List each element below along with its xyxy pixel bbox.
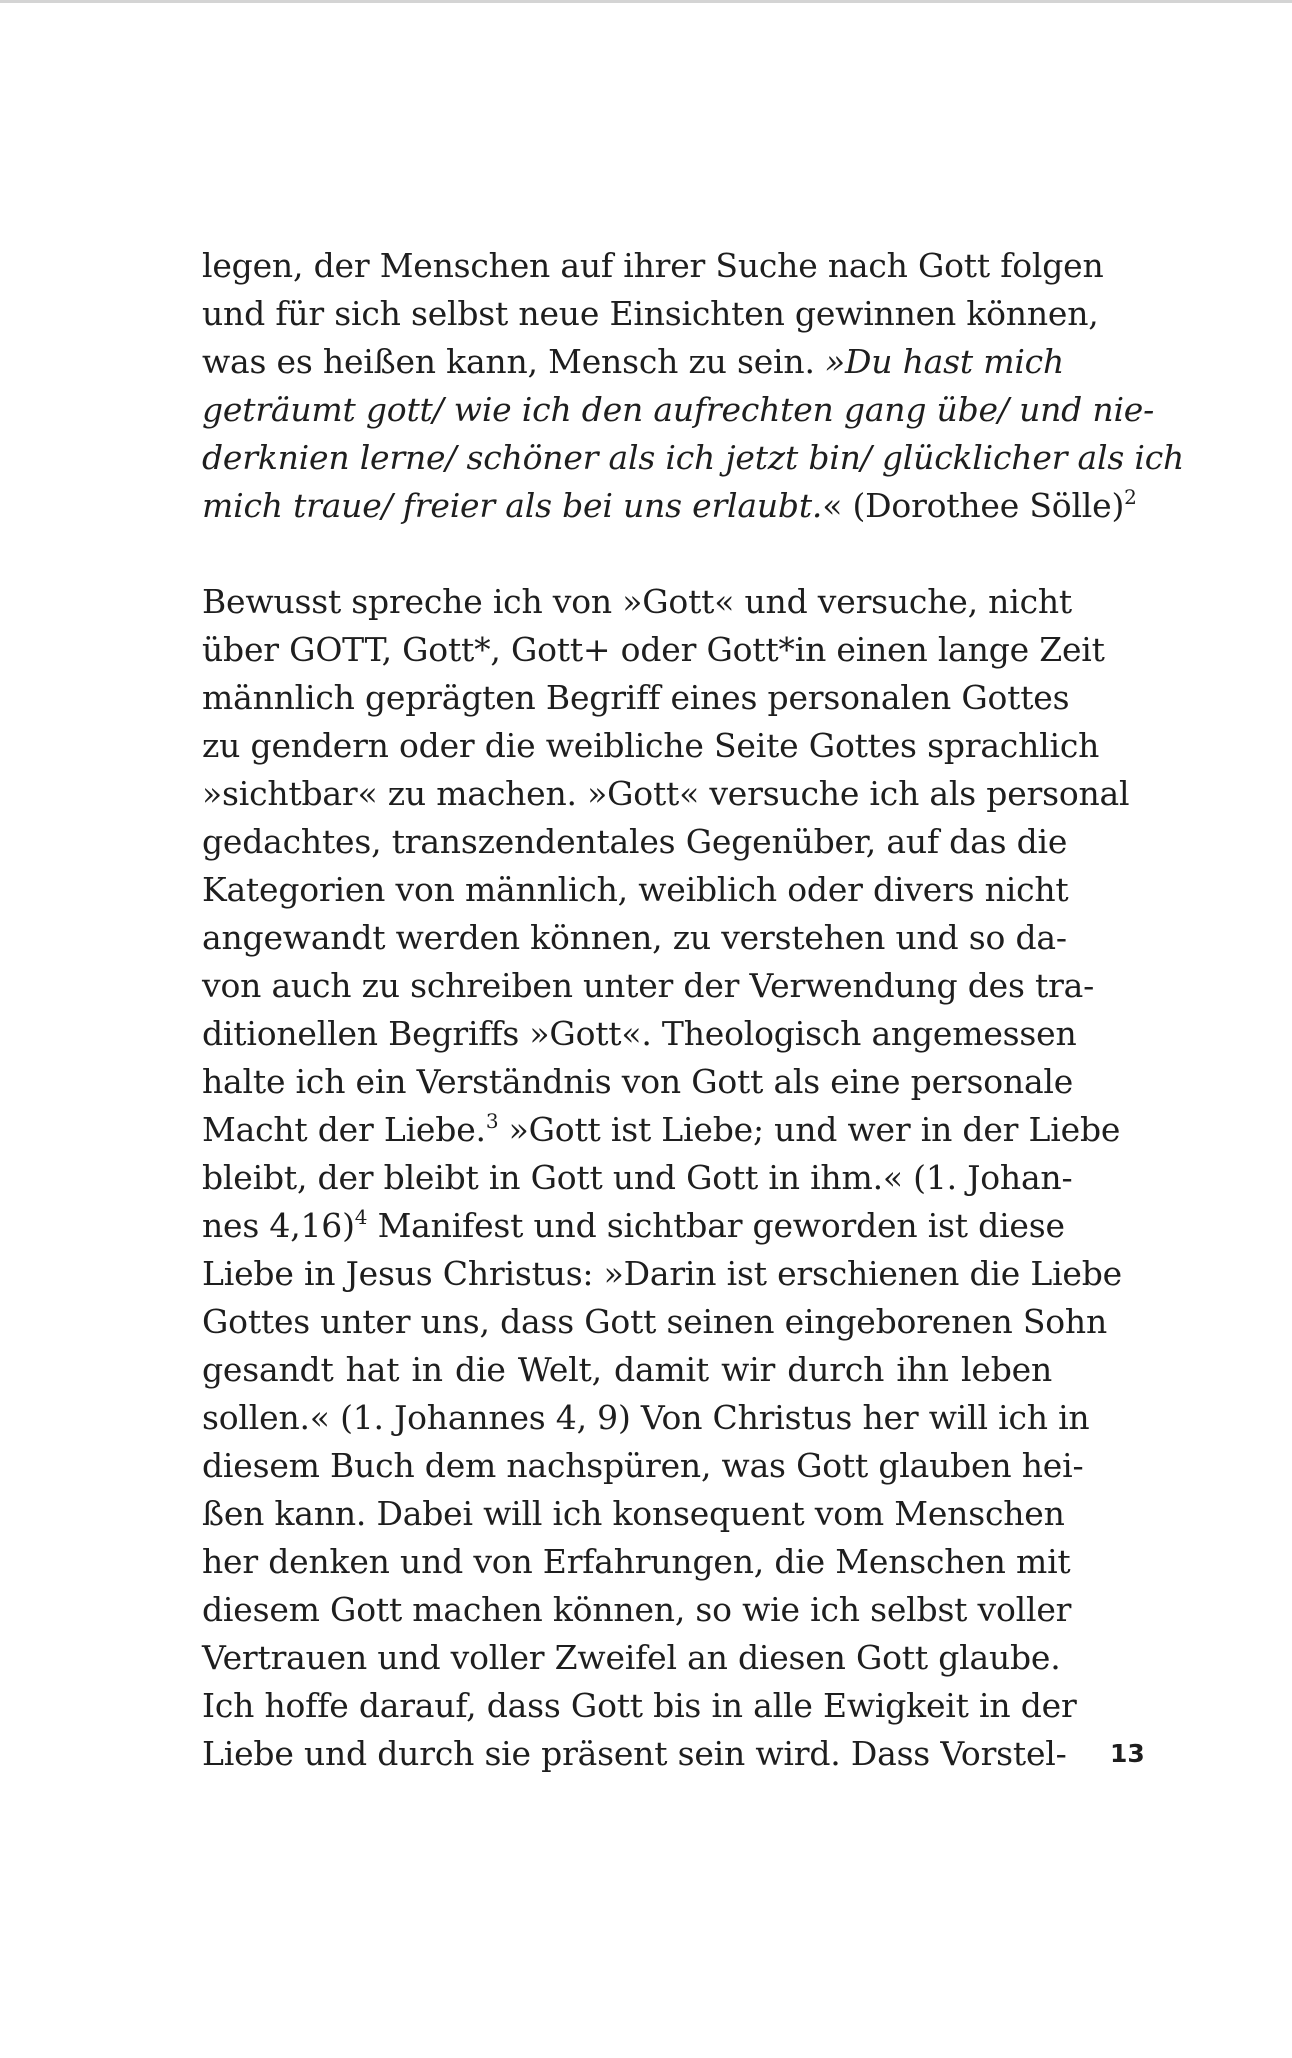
text-line: Liebe und durch sie präsent sein wird. Dass Vorstel- [202,1734,1067,1773]
text-line: Ich hoffe darauf, dass Gott bis in alle Ewigkeit in der [202,1686,1077,1725]
text-line: männlich geprägten Begriff eines personalen Gottes [202,678,1070,717]
text-line: diesem Buch dem nachspüren, was Gott glauben hei- [202,1446,1084,1485]
quote-italic: derknien lerne/ schöner als ich jetzt bin/ glücklicher als ich [202,438,1185,477]
text-line: und für sich selbst neue Einsichten gewinnen können, [202,294,1099,333]
footnote-marker[interactable]: 3 [485,1109,499,1133]
text-line: zu gendern oder die weibliche Seite Gottes sprachlich [202,726,1100,765]
text-line: sollen.« (1. Johannes 4, 9) Von Christus her will ich in [202,1398,1090,1437]
text-line: diesem Gott machen können, so wie ich selbst voller [202,1590,1072,1629]
text-line: angewandt werden können, zu verstehen und so da- [202,918,1067,957]
text-segment: Manifest und sichtbar geworden ist diese [367,1206,1065,1245]
text-segment: was es heißen kann, Mensch zu sein. [202,342,826,381]
page-number: 13 [1110,1739,1145,1768]
text-line [202,482,1137,530]
text-line: gesandt hat in die Welt, damit wir durch ihn leben [202,1350,1052,1389]
text-line: gedachtes, transzendentales Gegenüber, auf das die [202,822,1068,861]
quote-italic: geträumt gott/ wie ich den aufrechten gang übe/ und nie- [202,390,1155,429]
text-line [202,434,1185,482]
text-line: Liebe in Jesus Christus: »Darin ist erschienen die Liebe [202,1254,1123,1293]
text-line: Kategorien von männlich, weiblich oder divers nicht [202,870,1069,909]
text-segment: Macht der Liebe. [202,1110,486,1149]
text-line [202,386,1155,434]
quote-italic: mich traue/ freier als bei uns erlaubt. [202,486,823,525]
text-line [202,1106,1121,1154]
text-line: legen, der Menschen auf ihrer Suche nach Gott folgen [202,246,1104,285]
footnote-marker[interactable]: 2 [1124,485,1137,509]
text-line: her denken und von Erfahrungen, die Menschen mit [202,1542,1071,1581]
text-line: Vertrauen und voller Zweifel an diesen Gott glaube. [202,1638,1061,1677]
text-segment: nes 4,16) [202,1206,355,1245]
text-line: von auch zu schreiben unter der Verwendung des tra- [202,966,1095,1005]
text-line: ßen kann. Dabei will ich konsequent vom Menschen [202,1494,1065,1533]
text-segment: »Gott ist Liebe; und wer in der Liebe [498,1110,1121,1149]
text-line: über GOTT, Gott*, Gott+ oder Gott*in einen lange Zeit [202,630,1105,669]
text-line: »sichtbar« zu machen. »Gott« versuche ich als personal [202,774,1130,813]
quote-attribution: « (Dorothee Sölle) [822,486,1125,525]
quote-italic: »Du hast mich [825,342,1065,381]
text-line [202,1202,1065,1250]
text-line [202,338,1065,386]
top-border-line [0,0,1292,3]
text-line: bleibt, der bleibt in Gott und Gott in ihm.« (1. Johan- [202,1158,1073,1197]
text-line: ditionellen Begriffs »Gott«. Theologisch angemessen [202,1014,1077,1053]
paragraph-continued [202,242,1185,530]
text-line: Bewusst spreche ich von »Gott« und versuche, nicht [202,582,1072,621]
footnote-marker[interactable]: 4 [354,1205,368,1229]
text-line: Gottes unter uns, dass Gott seinen eingeborenen Sohn [202,1302,1108,1341]
text-line: halte ich ein Verständnis von Gott als eine personale [202,1062,1074,1101]
